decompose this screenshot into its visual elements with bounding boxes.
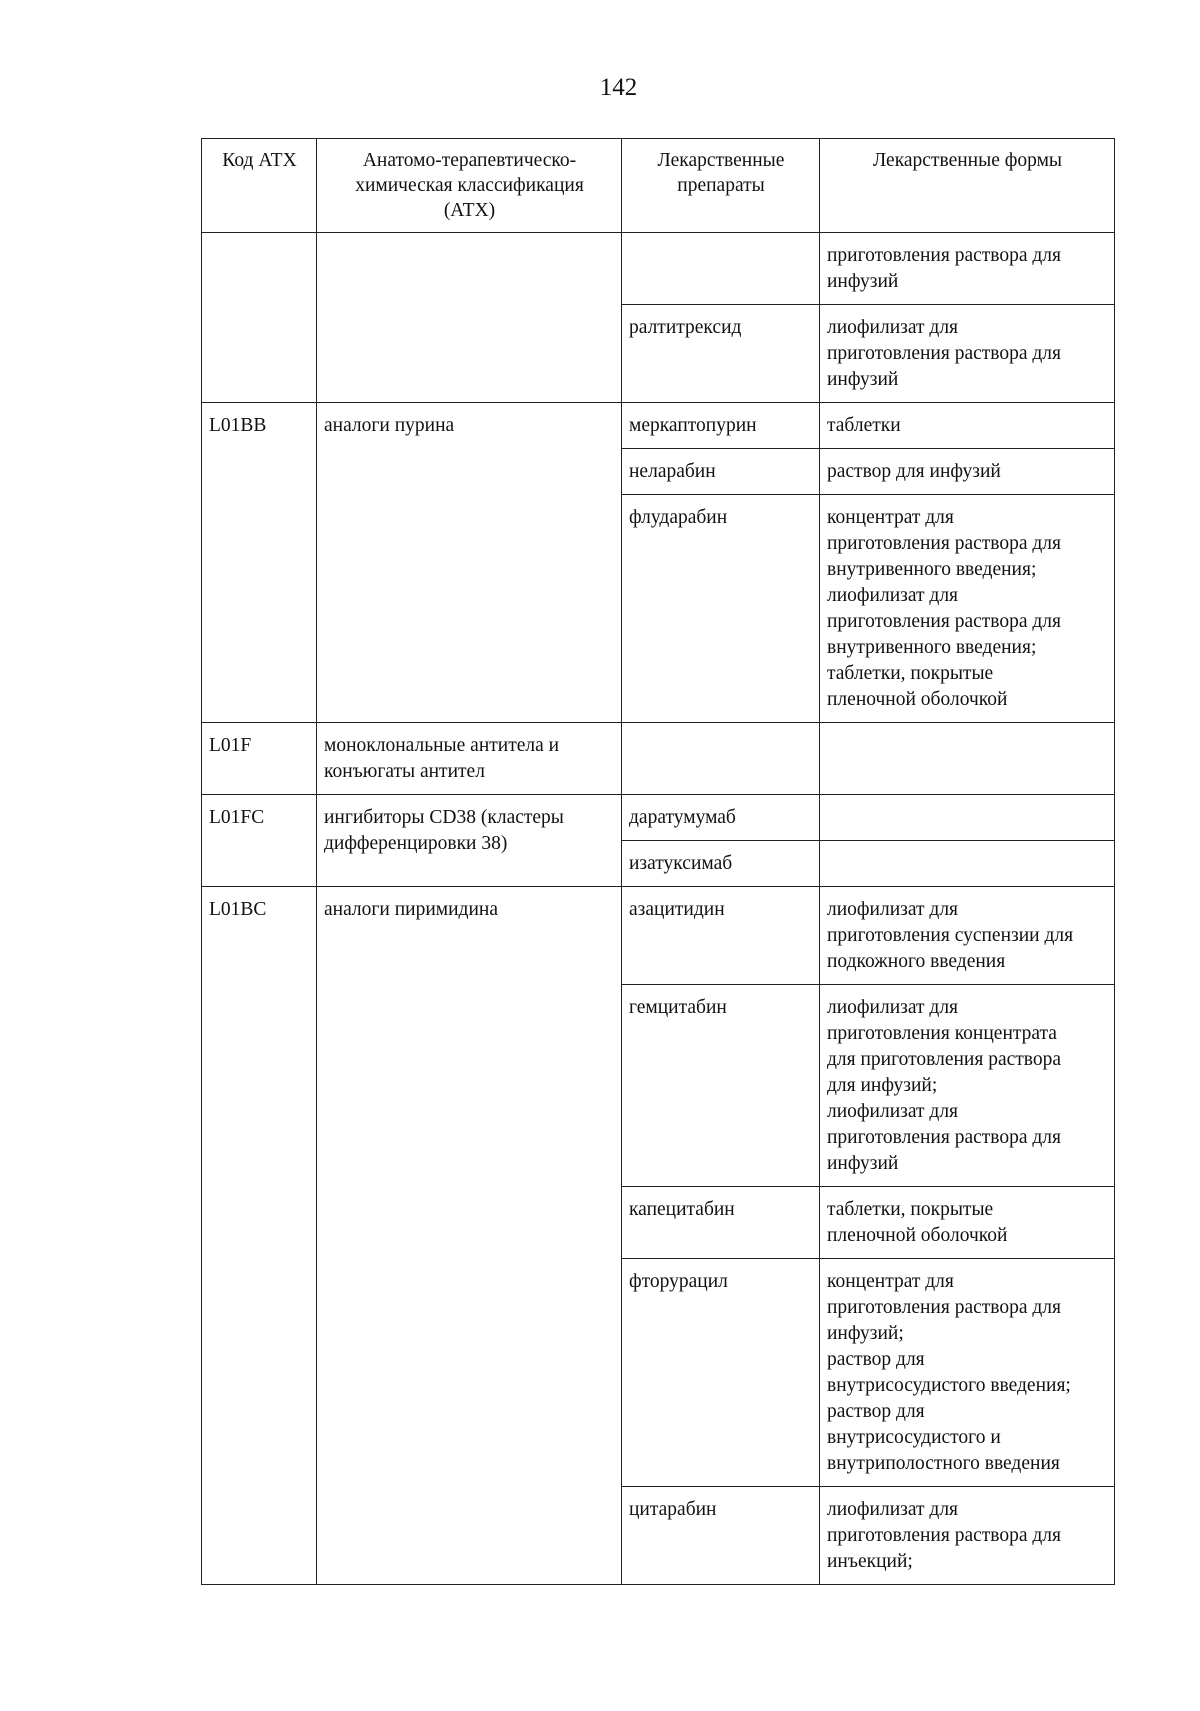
drug-cell: меркаптопурин bbox=[622, 403, 820, 449]
atc-code-cell: L01BC bbox=[202, 887, 317, 1585]
header-drugs: Лекарственные препараты bbox=[622, 139, 820, 233]
dosage-forms-cell: концентрат для приготовления раствора для инфузий; раствор для внутрисосудистого введения; раствор для внутрисосудистого и внутриполостного введения bbox=[820, 1259, 1115, 1487]
page-number: 142 bbox=[599, 74, 638, 101]
atc-table bbox=[201, 138, 1115, 1585]
table-row bbox=[202, 887, 1115, 985]
dosage-forms-cell: раствор для инфузий bbox=[820, 449, 1115, 495]
atc-code-cell bbox=[202, 233, 317, 403]
header-dosage-forms: Лекарственные формы bbox=[820, 139, 1115, 233]
atc-classification-cell: ингибиторы CD38 (кластеры дифференцировки 38) bbox=[317, 795, 622, 887]
drug-cell: цитарабин bbox=[622, 1487, 820, 1585]
dosage-forms-cell: лиофилизат для приготовления суспензии для подкожного введения bbox=[820, 887, 1115, 985]
drug-cell: азацитидин bbox=[622, 887, 820, 985]
dosage-forms-cell: таблетки, покрытые пленочной оболочкой bbox=[820, 1187, 1115, 1259]
drug-cell: изатуксимаб bbox=[622, 841, 820, 887]
dosage-forms-cell: приготовления раствора для инфузий bbox=[820, 233, 1115, 305]
table-row bbox=[202, 723, 1115, 795]
drug-cell: фторурацил bbox=[622, 1259, 820, 1487]
header-row bbox=[202, 139, 1115, 233]
table-row bbox=[202, 233, 1115, 305]
dosage-forms-cell: лиофилизат для приготовления концентрата для приготовления раствора для инфузий; лиофилизат для приготовления раствора для инфузий bbox=[820, 985, 1115, 1187]
table-header bbox=[202, 139, 1115, 233]
drug-cell: флударабин bbox=[622, 495, 820, 723]
drug-cell bbox=[622, 723, 820, 795]
dosage-forms-cell: лиофилизат для приготовления раствора для инфузий bbox=[820, 305, 1115, 403]
atc-code-cell: L01F bbox=[202, 723, 317, 795]
dosage-forms-cell bbox=[820, 723, 1115, 795]
drug-cell: капецитабин bbox=[622, 1187, 820, 1259]
table-body bbox=[202, 233, 1115, 1585]
atc-code-cell: L01FC bbox=[202, 795, 317, 887]
drug-cell: ралтитрексид bbox=[622, 305, 820, 403]
atc-classification-cell: моноклональные антитела и конъюгаты антител bbox=[317, 723, 622, 795]
table-row bbox=[202, 795, 1115, 841]
dosage-forms-cell bbox=[820, 841, 1115, 887]
dosage-forms-cell bbox=[820, 795, 1115, 841]
dosage-forms-cell: лиофилизат для приготовления раствора для инъекций; bbox=[820, 1487, 1115, 1585]
atc-classification-cell: аналоги пиримидина bbox=[317, 887, 622, 1585]
atc-code-cell: L01BB bbox=[202, 403, 317, 723]
table-row bbox=[202, 403, 1115, 449]
drug-cell: даратумумаб bbox=[622, 795, 820, 841]
drug-cell: гемцитабин bbox=[622, 985, 820, 1187]
header-atc-classification: Анатомо-терапевтическо- химическая классификация (АТХ) bbox=[317, 139, 622, 233]
dosage-forms-cell: таблетки bbox=[820, 403, 1115, 449]
drug-cell: неларабин bbox=[622, 449, 820, 495]
drug-cell bbox=[622, 233, 820, 305]
dosage-forms-cell: концентрат для приготовления раствора для внутривенного введения; лиофилизат для приготовления раствора для внутривенного введения; таблетки, покрытые пленочной оболочкой bbox=[820, 495, 1115, 723]
header-atc-code: Код АТХ bbox=[202, 139, 317, 233]
atc-classification-cell bbox=[317, 233, 622, 403]
atc-classification-cell: аналоги пурина bbox=[317, 403, 622, 723]
